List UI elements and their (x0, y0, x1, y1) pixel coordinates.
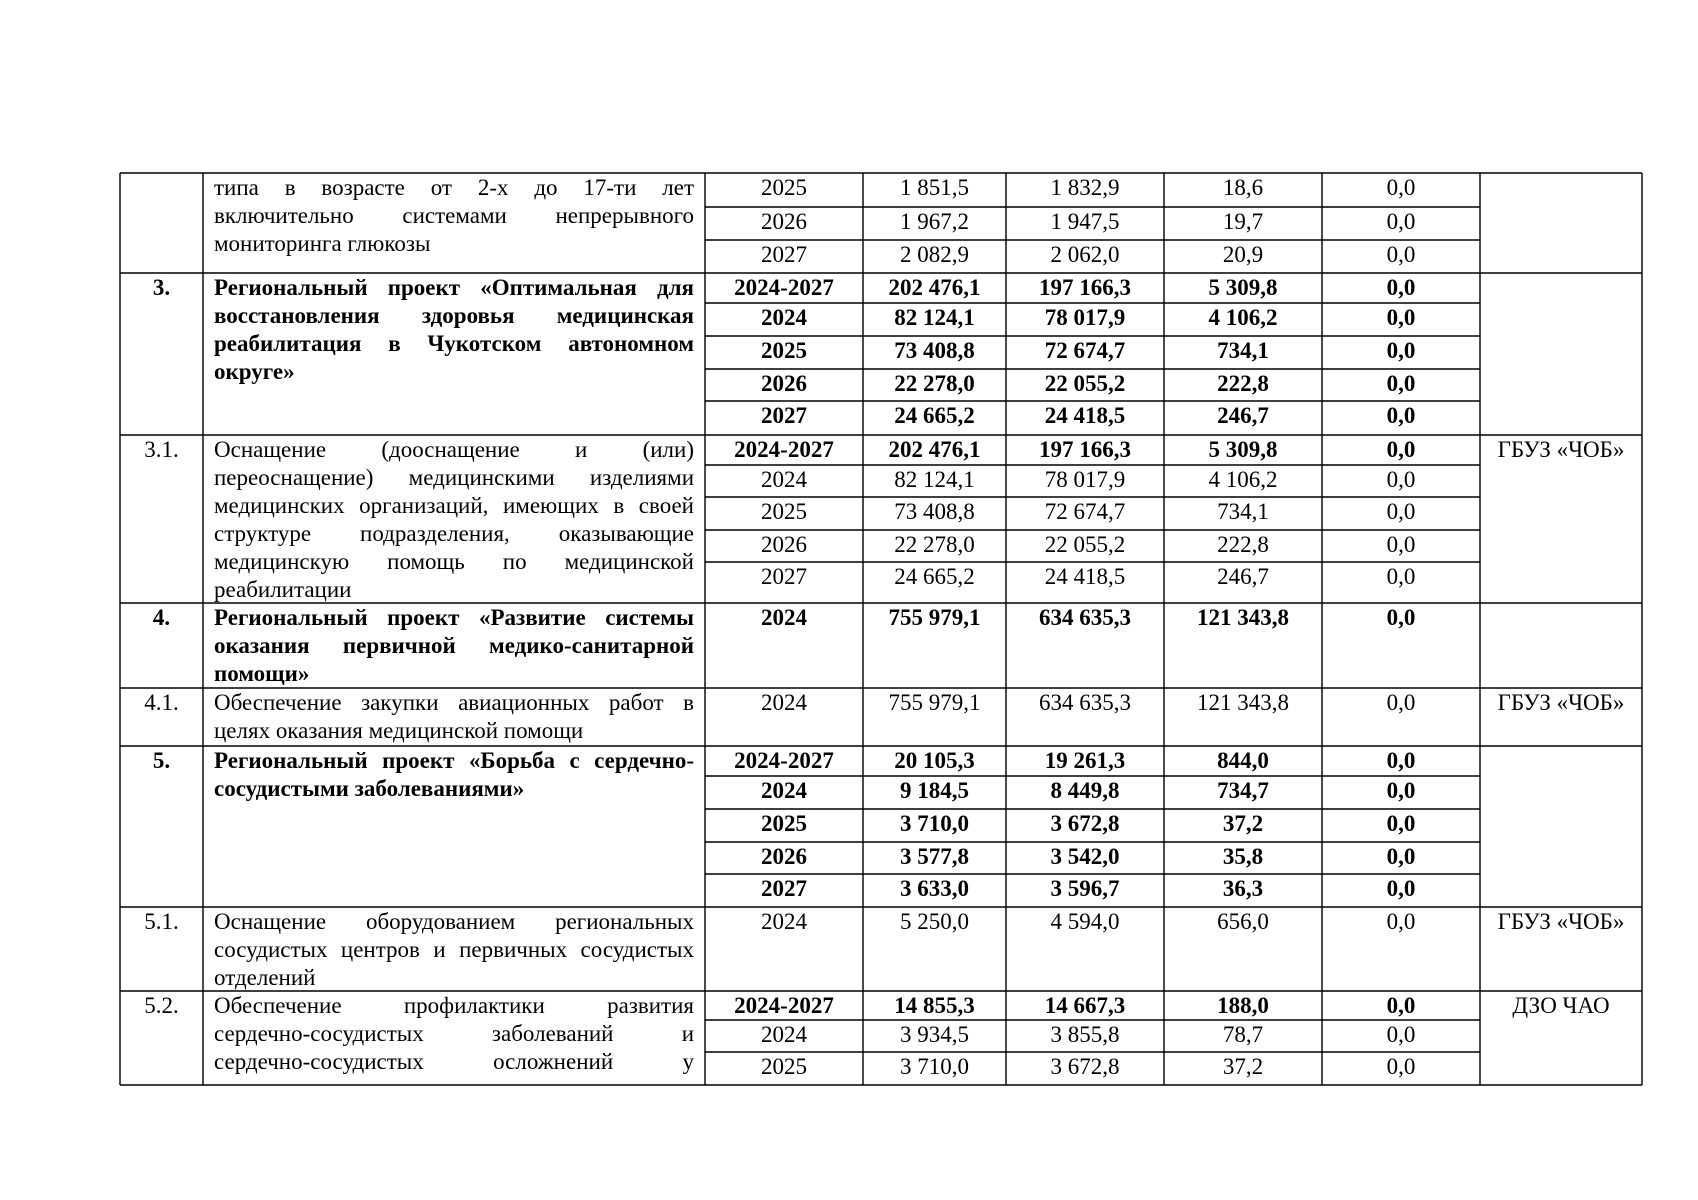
other-sources-cell: 0,0 (1386, 993, 1416, 1018)
period-cell: 2025 (761, 811, 807, 836)
period-cell: 2026 (761, 844, 807, 869)
total-cell: 3 577,8 (900, 844, 969, 869)
other-sources-cell: 0,0 (1386, 371, 1416, 396)
regional-budget-cell: 222,8 (1217, 532, 1269, 557)
regional-budget-cell: 246,7 (1217, 564, 1269, 589)
regional-budget-cell: 4 106,2 (1208, 305, 1278, 330)
row-description (214, 747, 694, 803)
period-cell: 2026 (761, 209, 807, 234)
federal-budget-cell: 78 017,9 (1044, 305, 1126, 330)
total-cell: 1 851,5 (900, 175, 969, 200)
description-line: типа в возрасте от 2-х до 17-ти лет (214, 175, 694, 200)
other-sources-cell: 0,0 (1386, 605, 1416, 630)
federal-budget-cell: 78 017,9 (1044, 467, 1126, 492)
row-number: 4.1. (144, 690, 179, 715)
total-cell: 755 979,1 (888, 605, 981, 630)
row-description (214, 908, 694, 992)
description-line: оказания первичной медико-санитарной (214, 633, 694, 658)
row-description (214, 436, 694, 604)
regional-budget-cell: 188,0 (1217, 993, 1269, 1018)
other-sources-cell: 0,0 (1386, 532, 1416, 557)
description-line: медицинскую помощь по медицинской (214, 549, 694, 574)
other-sources-cell: 0,0 (1386, 338, 1416, 363)
federal-budget-cell: 72 674,7 (1044, 338, 1126, 363)
total-cell: 9 184,5 (900, 778, 969, 803)
regional-budget-cell: 78,7 (1222, 1022, 1264, 1047)
total-cell: 202 476,1 (888, 275, 981, 300)
regional-budget-cell: 734,7 (1217, 778, 1269, 803)
regional-budget-cell: 20,9 (1222, 242, 1264, 267)
description-line: Оснащение (дооснащение и (или) (214, 437, 694, 462)
federal-budget-cell: 1 832,9 (1050, 175, 1120, 200)
total-cell: 3 934,5 (900, 1022, 969, 1047)
other-sources-cell: 0,0 (1386, 690, 1416, 715)
federal-budget-cell: 72 674,7 (1044, 499, 1126, 524)
other-sources-cell: 0,0 (1386, 564, 1416, 589)
row-description (214, 992, 694, 1076)
description-line: Обеспечение профилактики развития (214, 993, 694, 1018)
regional-budget-cell: 246,7 (1217, 403, 1269, 428)
row-number: 5. (152, 748, 171, 773)
regional-budget-cell: 222,8 (1217, 371, 1269, 396)
federal-budget-cell: 19 261,3 (1044, 748, 1126, 773)
other-sources-cell: 0,0 (1386, 209, 1416, 234)
total-cell: 22 278,0 (894, 371, 975, 396)
period-cell: 2024 (761, 778, 807, 803)
federal-budget-cell: 197 166,3 (1039, 275, 1131, 300)
federal-budget-cell: 3 672,8 (1050, 811, 1120, 836)
period-cell: 2027 (761, 242, 807, 267)
federal-budget-cell: 634 635,3 (1039, 690, 1131, 715)
other-sources-cell: 0,0 (1386, 748, 1416, 773)
other-sources-cell: 0,0 (1386, 876, 1416, 901)
row-number: 5.2. (144, 993, 179, 1018)
period-cell: 2026 (761, 371, 807, 396)
description-line: структуре подразделения, оказывающие (214, 521, 694, 546)
period-cell: 2027 (761, 403, 807, 428)
federal-budget-cell: 8 449,8 (1050, 778, 1120, 803)
executor: ДЗО ЧАО (1512, 993, 1610, 1018)
regional-budget-cell: 656,0 (1217, 909, 1269, 934)
other-sources-cell: 0,0 (1386, 275, 1416, 300)
executor: ГБУЗ «ЧОБ» (1497, 690, 1625, 715)
other-sources-cell: 0,0 (1386, 305, 1416, 330)
federal-budget-cell: 14 667,3 (1044, 993, 1126, 1018)
description-line: сердечно-сосудистых осложнений у (214, 1049, 694, 1074)
row-description (214, 604, 694, 688)
period-cell: 2024-2027 (734, 993, 834, 1018)
regional-budget-cell: 37,2 (1222, 811, 1264, 836)
federal-budget-cell: 22 055,2 (1044, 371, 1126, 396)
period-cell: 2024-2027 (734, 275, 834, 300)
regional-budget-cell: 121 343,8 (1197, 690, 1289, 715)
description-line: Обеспечение закупки авиационных работ в (214, 690, 694, 715)
description-line: мониторинга глюкозы (214, 231, 431, 256)
period-cell: 2027 (761, 876, 807, 901)
period-cell: 2025 (761, 499, 807, 524)
total-cell: 20 105,3 (894, 748, 975, 773)
federal-budget-cell: 1 947,5 (1050, 209, 1120, 234)
description-line: сосудистыми заболеваниями» (214, 776, 525, 801)
other-sources-cell: 0,0 (1386, 1054, 1416, 1079)
description-line: реабилитации (214, 577, 352, 602)
description-line: отделений (214, 965, 316, 990)
total-cell: 2 082,9 (900, 242, 969, 267)
federal-budget-cell: 3 596,7 (1050, 876, 1120, 901)
period-cell: 2024-2027 (734, 437, 834, 462)
description-line: сердечно-сосудистых заболеваний и (214, 1021, 694, 1046)
period-cell: 2024 (761, 690, 807, 715)
total-cell: 82 124,1 (894, 305, 975, 330)
federal-budget-cell: 3 672,8 (1050, 1054, 1120, 1079)
period-cell: 2025 (761, 1054, 807, 1079)
other-sources-cell: 0,0 (1386, 499, 1416, 524)
total-cell: 3 710,0 (900, 1054, 969, 1079)
period-cell: 2024-2027 (734, 748, 834, 773)
federal-budget-cell: 4 594,0 (1050, 909, 1120, 934)
executor: ГБУЗ «ЧОБ» (1497, 437, 1625, 462)
other-sources-cell: 0,0 (1386, 778, 1416, 803)
period-cell: 2026 (761, 532, 807, 557)
regional-budget-cell: 734,1 (1217, 338, 1269, 363)
description-line: реабилитация в Чукотском автономном (214, 331, 694, 356)
period-cell: 2024 (761, 1022, 807, 1047)
description-line: помощи» (214, 661, 310, 686)
period-cell: 2024 (761, 305, 807, 330)
federal-budget-cell: 24 418,5 (1044, 403, 1126, 428)
total-cell: 24 665,2 (894, 564, 975, 589)
regional-budget-cell: 844,0 (1217, 748, 1269, 773)
total-cell: 82 124,1 (894, 467, 975, 492)
regional-budget-cell: 4 106,2 (1208, 467, 1278, 492)
total-cell: 22 278,0 (894, 532, 975, 557)
other-sources-cell: 0,0 (1386, 175, 1416, 200)
description-line: сосудистых центров и первичных сосудистых (214, 937, 694, 962)
total-cell: 24 665,2 (894, 403, 975, 428)
regional-budget-cell: 5 309,8 (1208, 275, 1278, 300)
other-sources-cell: 0,0 (1386, 242, 1416, 267)
regional-budget-cell: 36,3 (1222, 876, 1264, 901)
total-cell: 5 250,0 (900, 909, 969, 934)
federal-budget-cell: 2 062,0 (1050, 242, 1120, 267)
description-line: Региональный проект «Борьба с сердечно- (214, 748, 694, 773)
federal-budget-cell: 634 635,3 (1039, 605, 1131, 630)
period-cell: 2025 (761, 175, 807, 200)
regional-budget-cell: 37,2 (1222, 1054, 1264, 1079)
period-cell: 2024 (761, 467, 807, 492)
federal-budget-cell: 3 855,8 (1050, 1022, 1120, 1047)
total-cell: 3 633,0 (900, 876, 969, 901)
regional-budget-cell: 5 309,8 (1208, 437, 1278, 462)
other-sources-cell: 0,0 (1386, 909, 1416, 934)
regional-budget-cell: 19,7 (1222, 209, 1264, 234)
total-cell: 755 979,1 (888, 690, 981, 715)
period-cell: 2024 (761, 909, 807, 934)
other-sources-cell: 0,0 (1386, 811, 1416, 836)
total-cell: 73 408,8 (894, 499, 975, 524)
other-sources-cell: 0,0 (1386, 844, 1416, 869)
total-cell: 73 408,8 (894, 338, 975, 363)
regional-budget-cell: 121 343,8 (1197, 605, 1289, 630)
description-line: переоснащение) медицинскими изделиями (214, 465, 694, 490)
description-line: медицинских организаций, имеющих в своей (214, 493, 694, 518)
row-number: 3.1. (144, 437, 179, 462)
row-description (214, 689, 694, 745)
total-cell: 14 855,3 (894, 993, 975, 1018)
other-sources-cell: 0,0 (1386, 403, 1416, 428)
description-line: Оснащение оборудованием региональных (214, 909, 694, 934)
period-cell: 2027 (761, 564, 807, 589)
total-cell: 202 476,1 (888, 437, 981, 462)
period-cell: 2024 (761, 605, 807, 630)
description-line: округе» (214, 359, 295, 384)
description-line: включительно системами непрерывного (214, 203, 694, 228)
executor: ГБУЗ «ЧОБ» (1497, 909, 1625, 934)
row-number: 3. (152, 275, 171, 300)
other-sources-cell: 0,0 (1386, 437, 1416, 462)
description-line: Региональный проект «Оптимальная для (214, 275, 694, 300)
row-number: 5.1. (144, 909, 179, 934)
regional-budget-cell: 734,1 (1217, 499, 1269, 524)
federal-budget-cell: 3 542,0 (1050, 844, 1120, 869)
period-cell: 2025 (761, 338, 807, 363)
regional-budget-cell: 35,8 (1222, 844, 1264, 869)
row-number: 4. (152, 605, 171, 630)
total-cell: 3 710,0 (900, 811, 969, 836)
federal-budget-cell: 197 166,3 (1039, 437, 1131, 462)
other-sources-cell: 0,0 (1386, 1022, 1416, 1047)
federal-budget-cell: 24 418,5 (1044, 564, 1126, 589)
row-description (214, 174, 694, 258)
description-line: Региональный проект «Развитие системы (214, 605, 694, 630)
regional-budget-cell: 18,6 (1222, 175, 1264, 200)
row-description (214, 274, 694, 386)
other-sources-cell: 0,0 (1386, 467, 1416, 492)
description-line: восстановления здоровья медицинская (214, 303, 694, 328)
federal-budget-cell: 22 055,2 (1044, 532, 1126, 557)
description-line: целях оказания медицинской помощи (214, 718, 584, 743)
total-cell: 1 967,2 (900, 209, 969, 234)
